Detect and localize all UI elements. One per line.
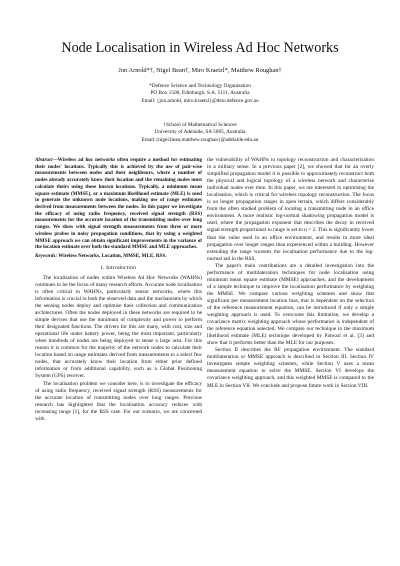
abstract-lead: Abstract — [35, 157, 53, 163]
section-heading-introduction: I. Introduction — [100, 264, 137, 271]
affiliation-line: *Defence Science and Technology Organisation — [149, 83, 251, 89]
keywords — [35, 253, 202, 260]
intro-paragraph: The localisation of nodes within Wireless Ad Hoc Networks (WAHNs) continues to be the focus of many research efforts. Accurate node localisation is often critical in WAHNs, particularly sensor networks, where this information is crucial to both the observed data and the mechanisms by which the sensing nodes deploy and optimise their collection and communication architectures. Often the nodes deployed in these networks are required to be simple devices that use the minimum of complexity and power to perform their designated functions. The drivers for this are many, with cost, size and operational life under battery power, being the most important, particularly when hundreds of nodes are being deployed to sense a large area. For this reason it is common for the majority of the network nodes to calculate their location based on range estimates derived from measurements to a select few nodes, that accurately know their location from either prior defined information or from additional capability, such as a Global Positioning System (GPS) receiver. — [35, 274, 202, 380]
right-column — [207, 157, 374, 390]
paper-title: Node Localisation in Wireless Ad Hoc Networks — [61, 40, 339, 56]
body-paragraph: The paper's main contributions are a detailed investigation into the performance of multilateration techniques for node localisation using minimum mean square estimate (MMSE) approaches, and the development of a simple technique to improve the localisation performance by weighting the MMSE. We compare various weighting schemes and show that significant per measurement location bias, that is dependent on the selection of the reference measurement equation, can be introduced if only a simple weighting approach is used. To overcome this limitation, we develop a covariance matrix weighting approach whose performance is independent of the reference equation selected. We compare our technique to the maximum likelihood estimate (MLE) technique developed by Patwari et al. [3] and show that it performs better than the MLE for our purposes. — [207, 262, 374, 347]
left-column — [35, 157, 202, 423]
affiliation-line: †School of Mathematical Sciences — [163, 122, 237, 128]
affiliation-line: University of Adelaide, SA 5005, Australia — [154, 129, 246, 136]
affiliation-dsto — [0, 83, 400, 105]
affiliation-adelaide — [0, 122, 400, 144]
keywords-lead: Keywords: — [35, 253, 58, 260]
abstract — [35, 157, 202, 251]
affiliation-email: Email:{nigel.bean,matthew.roughan}@adelaide.edu.au — [141, 136, 259, 143]
body-paragraph: Section II describes the RF propagation environment. The standard multilateration or MMSE approach is described in Section III. Section IV investigates simple weighting schemes, while Section V uses a mean measurement equation to solve the MMSE. Section VI develops the covariance weighting approach, and this weighted MMSE is compared to the MLE in Section VII. We conclude and propose future work in Section VIII. — [207, 347, 374, 389]
intro-paragraph: The localisation problem we consider here, is to investigate the efficacy of using radio frequency, received signal strength (RSS) measurements for the accurate location of transmitting nodes over long ranges. Previous research has highlighted that the localisation accuracy reduces with increasing range [1], for the RSS case. For our scenario, we are concerned with — [35, 380, 202, 422]
keywords-text: Wireless Networks, Location, MMSE, MLE, RSS. — [57, 253, 167, 260]
author-list: Jon Arnold*†, Nigel Bean†, Miro Kraetzl*, Matthew Roughan† — [118, 67, 282, 74]
affiliation-line: PO Box 1500, Edinburgh, S.A. 5111, Australia — [150, 90, 250, 97]
abstract-text: —Wireless ad hoc networks often require a method for estimating their nodes' locations. Typically this is achieved by the use of pair-wise measurements between nodes and their neighbours, where a number of nodes already accurately know their location and the remaining nodes must calculate theirs using these known locations. Typically, a minimum mean square estimate (MMSE), or a maximum likelihood estimate (MLE) is used to generate the unknown node locations, making use of range estimates derived from measurements between the nodes. In this paper we investigate the efficacy of using radio frequency, received signal strength (RSS) measurements for the accurate location of the transmitting nodes over long ranges. We show with signal strength measurements from three or more wireless probes in noisy propagation conditions, that by using a weighted MMSE approach we can obtain significant improvements in the variance of the location estimate over both the standard MMSE and MLE approaches. — [35, 157, 202, 251]
body-paragraph: the vulnerability of WAHNs to topology reconstruction and characterisation in a military sense. In a previous paper [2], we showed that for an overly simplified propagation model it is possible to approximately reconstruct both the physical and logical topology of a wireless network and characterise individual nodes over time. In this paper, we are interested in optimising the localisation, which is critical for wireless topology reconstruction. The focus is on longer propagation ranges in open terrain, which differs considerably from the often studied problem of locating a transmitting node in an office environment. A more realistic log-normal shadowing propagation model is used, where the propagation exponent that describes the decay in received signal strength proportional to range is set to n = 2. This is significantly lower than the value used in an office environment, and results in more ideal propagation over longer ranges than experienced within a building. However extending the range worsens the localisation performance due to the log-normal tail in the RSS. — [207, 157, 374, 262]
affiliation-email: Email: {jon.arnold, miro.kraetzl}@dsto.defence.gov.au — [141, 97, 259, 104]
